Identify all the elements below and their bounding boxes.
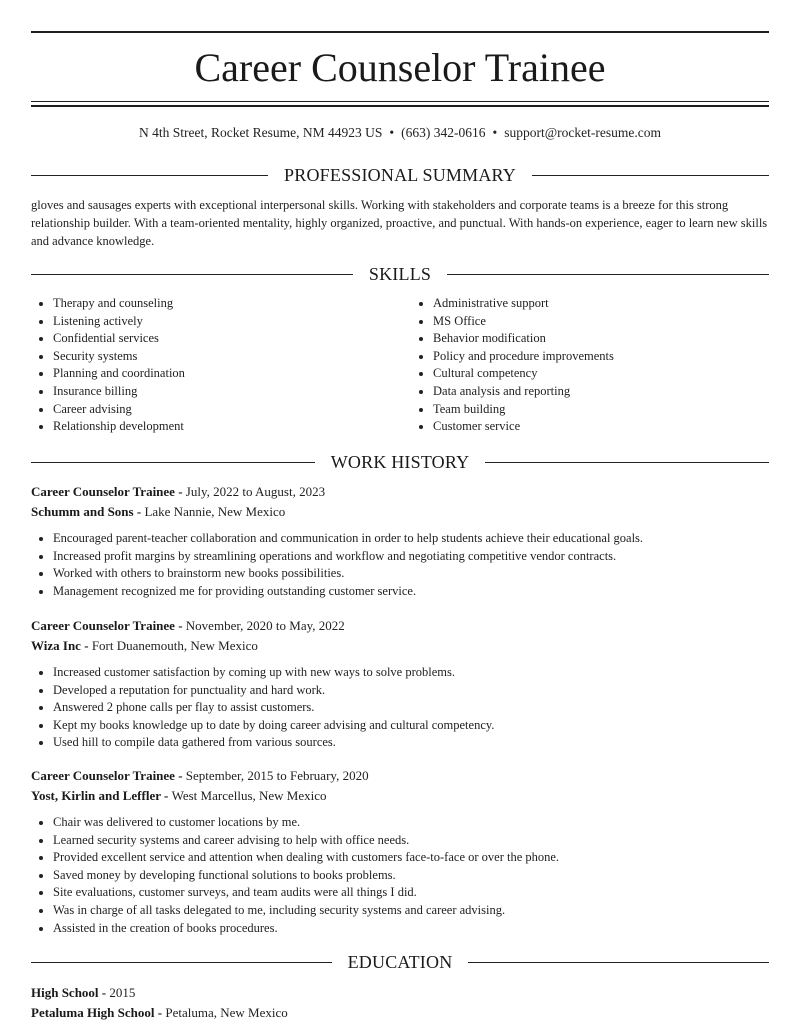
job-company: Schumm and Sons	[31, 504, 134, 519]
job-bullet: • Worked with others to brainstorm new books possibilities.	[53, 565, 769, 583]
section-title-work: WORK HISTORY	[330, 452, 470, 472]
job-bullets	[31, 530, 769, 600]
dash: -	[80, 638, 92, 653]
job-dates: November, 2020 to May, 2022	[185, 618, 345, 633]
job-title: Career Counselor Trainee	[31, 484, 175, 499]
job-bullet: • Used hill to compile data gathered from various sources.	[53, 734, 769, 752]
job-bullet: • Increased customer satisfaction by coming up with new ways to solve problems.	[53, 664, 769, 682]
section-divider-right	[468, 962, 769, 963]
skill-item: • Listening actively	[53, 313, 389, 331]
job-bullet: • Answered 2 phone calls per flay to assist customers.	[53, 699, 769, 717]
contact-line	[0, 124, 800, 142]
education-school: Petaluma High School	[31, 1005, 155, 1020]
skill-item: • Therapy and counseling	[53, 295, 389, 313]
job-location: Lake Nannie, New Mexico	[144, 504, 286, 519]
section-divider-right	[447, 274, 769, 275]
skill-item: • Behavior modification	[433, 330, 769, 348]
job-bullet: • Encouraged parent-teacher collaboration and communication in order to help students achieve their educational goals.	[53, 530, 769, 548]
summary-text: gloves and sausages experts with exceptional interpersonal skills. Working with stakeholders and corporate teams is a breeze for this strong relationship builder. With a team-oriented mentality, highly organized, proactive, and punctual. With hands-on experience, eager to learn new skills and advance knowledge.	[31, 198, 768, 248]
skill-item: • Policy and procedure improvements	[433, 348, 769, 366]
skills-column-left	[31, 295, 389, 436]
dash: -	[133, 504, 145, 519]
dash: -	[160, 788, 172, 803]
header-double-rule-thin	[31, 101, 769, 102]
education-entry	[31, 983, 769, 1023]
skill-item: • Planning and coordination	[53, 365, 389, 383]
job-bullet: • Kept my books knowledge up to date by doing career advising and cultural competency.	[53, 717, 769, 735]
job-title-line	[31, 616, 769, 636]
contact-email[interactable]: support@rocket-resume.com	[504, 125, 661, 140]
skill-item: • Cultural competency	[433, 365, 769, 383]
job-company-line	[31, 786, 769, 806]
job-company-line	[31, 636, 769, 656]
dash: -	[154, 1005, 166, 1020]
section-title-summary: PROFESSIONAL SUMMARY	[284, 165, 516, 185]
contact-address: N 4th Street, Rocket Resume, NM 44923 US	[139, 125, 383, 140]
dash: -	[174, 618, 186, 633]
job-bullet: • Developed a reputation for punctuality and hard work.	[53, 682, 769, 700]
job-bullet: • Assisted in the creation of books procedures.	[53, 920, 769, 938]
job-bullets	[31, 814, 769, 937]
job-location: West Marcellus, New Mexico	[171, 788, 327, 803]
dash: -	[98, 985, 110, 1000]
education-school-line	[31, 1003, 769, 1023]
skill-item: • Career advising	[53, 401, 389, 419]
job-company-line	[31, 502, 769, 522]
job-title-line	[31, 766, 769, 786]
work-entry	[31, 766, 769, 937]
section-divider-right	[485, 462, 769, 463]
section-header-skills	[31, 263, 769, 285]
job-bullet: • Saved money by developing functional solutions to books problems.	[53, 867, 769, 885]
job-title: Career Counselor Trainee	[31, 618, 175, 633]
job-bullet: • Learned security systems and career advising to help with office needs.	[53, 832, 769, 850]
bullet-separator-icon: •	[492, 125, 498, 140]
job-dates: July, 2022 to August, 2023	[185, 484, 326, 499]
section-divider-left	[31, 175, 268, 176]
education-degree: High School	[31, 985, 99, 1000]
job-bullet: • Increased profit margins by streamlining operations and workflow and negotiating competitive vendor contracts.	[53, 548, 769, 566]
skill-item: • Relationship development	[53, 418, 389, 436]
section-header-summary	[31, 164, 769, 186]
work-entry	[31, 616, 769, 752]
section-divider-left	[31, 962, 332, 963]
job-title-line	[31, 482, 769, 502]
section-divider-left	[31, 274, 353, 275]
resume-name: Career Counselor Trainee	[194, 45, 606, 90]
skill-item: • Team building	[433, 401, 769, 419]
skill-item: • Confidential services	[53, 330, 389, 348]
skill-item: • Administrative support	[433, 295, 769, 313]
section-divider-left	[31, 462, 315, 463]
job-company: Yost, Kirlin and Leffler	[31, 788, 161, 803]
header-double-rule-thick	[31, 105, 769, 107]
job-location: Fort Duanemouth, New Mexico	[91, 638, 258, 653]
skill-item: • Security systems	[53, 348, 389, 366]
section-title-education: EDUCATION	[347, 952, 453, 972]
skill-item: • MS Office	[433, 313, 769, 331]
contact-phone: (663) 342-0616	[401, 125, 486, 140]
job-bullet: • Management recognized me for providing outstanding customer service.	[53, 583, 769, 601]
skill-item: • Data analysis and reporting	[433, 383, 769, 401]
work-entry	[31, 482, 769, 600]
section-header-work	[31, 451, 769, 473]
job-bullet: • Provided excellent service and attention when dealing with customers face-to-face or over the phone.	[53, 849, 769, 867]
section-title-skills: SKILLS	[368, 264, 432, 284]
skill-item: • Insurance billing	[53, 383, 389, 401]
dash: -	[174, 484, 186, 499]
education-year: 2015	[109, 985, 136, 1000]
education-location: Petaluma, New Mexico	[165, 1005, 288, 1020]
job-company: Wiza Inc	[31, 638, 81, 653]
job-bullets	[31, 664, 769, 752]
dash: -	[174, 768, 186, 783]
job-dates: September, 2015 to February, 2020	[185, 768, 369, 783]
skills-column-right	[389, 295, 769, 436]
header-top-rule	[31, 31, 769, 33]
skills-list	[31, 295, 769, 436]
job-bullet: • Chair was delivered to customer locations by me.	[53, 814, 769, 832]
bullet-separator-icon: •	[389, 125, 395, 140]
job-bullet: • Site evaluations, customer surveys, and team audits were all things I did.	[53, 884, 769, 902]
job-bullet: • Was in charge of all tasks delegated to me, including security systems and career advising.	[53, 902, 769, 920]
section-header-education	[31, 951, 769, 973]
section-divider-right	[532, 175, 769, 176]
skill-item: • Customer service	[433, 418, 769, 436]
education-degree-line	[31, 983, 769, 1003]
job-title: Career Counselor Trainee	[31, 768, 175, 783]
